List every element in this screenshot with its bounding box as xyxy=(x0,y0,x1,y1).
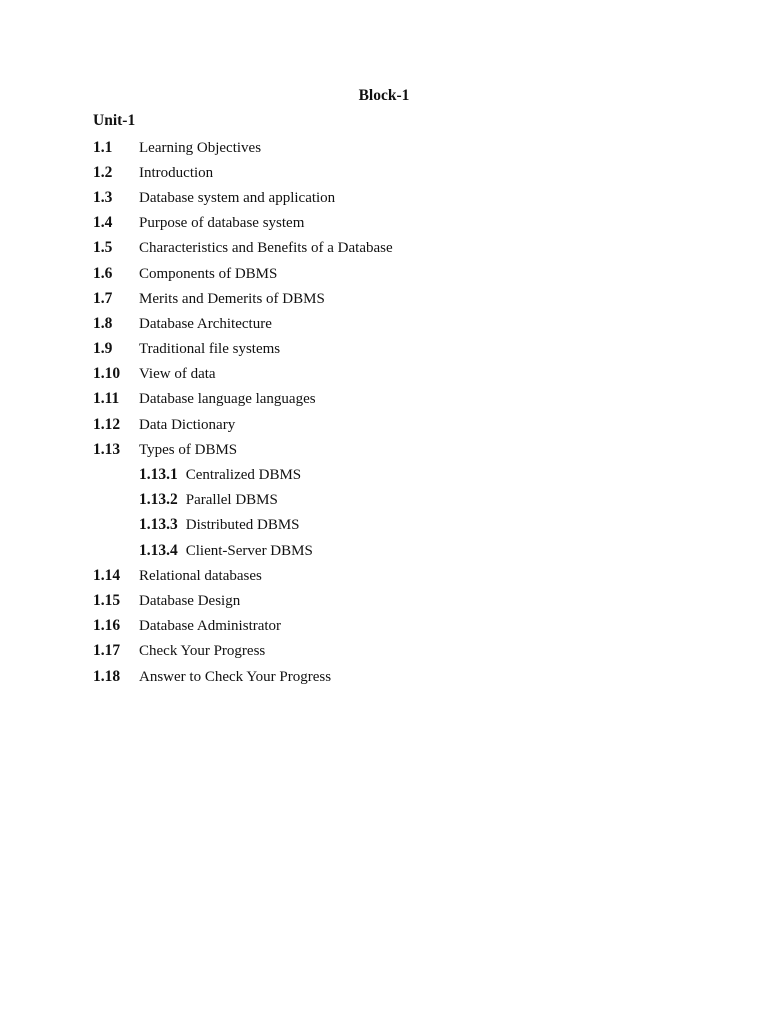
toc-entry-title: Parallel DBMS xyxy=(185,492,278,509)
toc-entry xyxy=(93,236,713,261)
toc-entry-title: Database Administrator xyxy=(139,618,282,635)
toc-entry-title: Merits and Demerits of DBMS xyxy=(139,290,325,307)
toc-entry xyxy=(93,160,713,185)
toc-entry-number: 1.13.3 xyxy=(139,516,178,534)
toc-entry-title: Distributed DBMS xyxy=(185,517,300,534)
toc-entry-title: Database Architecture xyxy=(139,315,272,332)
toc-entry-title: Database language languages xyxy=(139,391,316,408)
block-heading xyxy=(0,86,768,106)
toc-subentry xyxy=(93,462,713,487)
toc-entry-number: 1.12 xyxy=(93,415,121,433)
toc-entry-title: Client-Server DBMS xyxy=(185,542,313,559)
toc-entry xyxy=(93,362,713,387)
toc-subentry xyxy=(93,513,713,538)
block-heading-text: Block-1 xyxy=(358,87,410,104)
toc-subentry xyxy=(93,488,713,513)
toc-entry xyxy=(93,211,713,236)
toc-entry-number: 1.14 xyxy=(93,566,121,584)
toc-entry-number: 1.4 xyxy=(93,214,113,232)
toc-entry xyxy=(93,311,713,336)
toc-entry-number: 1.13.1 xyxy=(139,466,178,484)
toc-entry-number: 1.13 xyxy=(93,440,121,458)
toc-entry-number: 1.1 xyxy=(93,138,113,156)
toc-entry-title: Relational databases xyxy=(139,567,262,584)
toc-entry-number: 1.5 xyxy=(93,239,113,257)
toc-entry xyxy=(93,563,713,588)
toc-entry-number: 1.9 xyxy=(93,340,113,358)
toc-entry xyxy=(93,135,713,160)
toc-entry xyxy=(93,437,713,462)
toc-entry-title: Traditional file systems xyxy=(139,341,281,358)
toc-entry xyxy=(93,337,713,362)
toc-entry-number: 1.3 xyxy=(93,188,113,206)
toc-entry-number: 1.18 xyxy=(93,667,121,685)
toc-entry xyxy=(93,286,713,311)
toc-entry-number: 1.13.4 xyxy=(139,541,178,559)
toc-entry xyxy=(93,664,713,689)
toc-entry-title: Centralized DBMS xyxy=(185,467,302,484)
toc-entry-title: Database Design xyxy=(139,592,241,609)
toc-entry-number: 1.2 xyxy=(93,163,113,181)
unit-heading: Unit-1 xyxy=(93,112,136,129)
toc-entry xyxy=(93,588,713,613)
toc-entry xyxy=(93,614,713,639)
toc-entry-title: Characteristics and Benefits of a Database xyxy=(139,240,393,257)
toc-entry xyxy=(93,639,713,664)
toc-entry-number: 1.17 xyxy=(93,642,121,660)
table-of-contents xyxy=(93,135,713,689)
toc-entry-title: View of data xyxy=(139,366,216,383)
toc-entry-title: Check Your Progress xyxy=(139,643,266,660)
toc-entry-title: Types of DBMS xyxy=(139,441,238,458)
toc-subentry xyxy=(93,538,713,563)
toc-entry xyxy=(93,387,713,412)
toc-entry xyxy=(93,412,713,437)
toc-entry-number: 1.7 xyxy=(93,289,113,307)
toc-entry-number: 1.16 xyxy=(93,617,121,635)
toc-entry xyxy=(93,261,713,286)
toc-entry-number: 1.15 xyxy=(93,591,121,609)
toc-entry-title: Learning Objectives xyxy=(139,139,262,156)
toc-entry xyxy=(93,185,713,210)
toc-entry-number: 1.10 xyxy=(93,365,121,383)
toc-entry-number: 1.8 xyxy=(93,314,113,332)
toc-entry-title: Purpose of database system xyxy=(139,215,305,232)
toc-entry-title: Components of DBMS xyxy=(139,265,278,282)
toc-entry-title: Database system and application xyxy=(139,189,336,206)
toc-entry-number: 1.6 xyxy=(93,264,113,282)
toc-entry-number: 1.13.2 xyxy=(139,491,178,509)
toc-entry-title: Answer to Check Your Progress xyxy=(139,668,332,685)
toc-entry-title: Data Dictionary xyxy=(139,416,236,433)
toc-entry-title: Introduction xyxy=(139,164,214,181)
toc-entry-number: 1.11 xyxy=(93,390,120,408)
